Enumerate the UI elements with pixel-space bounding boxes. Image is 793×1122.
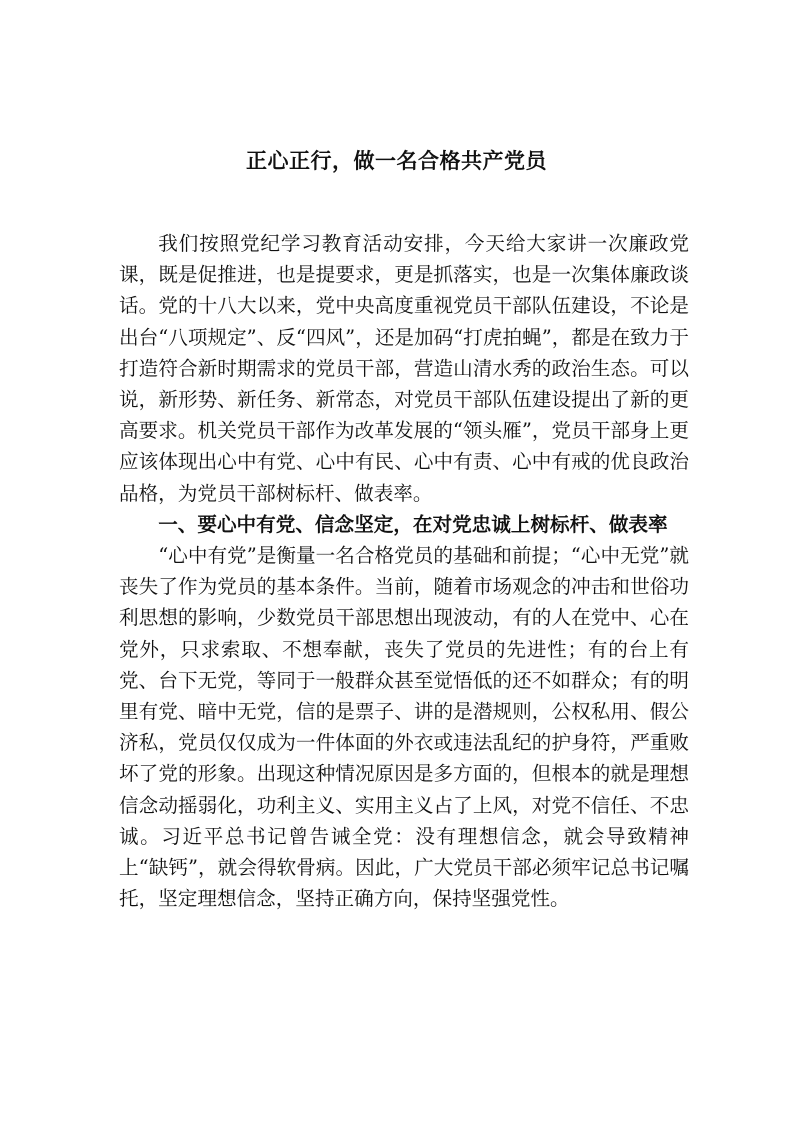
section-heading: 一、要心中有党、信念坚定，在对党忠诚上树标杆、做表率 — [158, 512, 668, 536]
document-title: 正心正行，做一名合格共产党员 — [246, 148, 547, 173]
document-body — [119, 228, 689, 914]
intro-paragraph: 我们按照党纪学习教育活动安排，今天给大家讲一次廉政党课，既是促推进，也是提要求，更是抓落实，也是一次集体廉政谈话。党的十八大以来，党中央高度重视党员干部队伍建设，不论是出台“八项规定”、反“四风”，还是加码“打虎拍蝇”，都是在致力于打造符合新时期需求的党员干部，营造山清水秀的政治生态。可以说，新形势、新任务、新常态，对党员干部队伍建设提出了新的更高要求。机关党员干部作为改革发展的“领头雁”，党员干部身上更应该体现出心中有党、心中有民、心中有责、心中有戒的优良政治品格，为党员干部树标杆、做表率。 — [119, 232, 689, 505]
section-paragraph: “心中有党”是衡量一名合格党员的基础和前提；“心中无党”就丧失了作为党员的基本条件。当前，随着市场观念的冲击和世俗功利思想的影响，少数党员干部思想出现波动，有的人在党中、心在党外，只求索取、不想奉献，丧失了党员的先进性；有的台上有党、台下无党，等同于一般群众甚至觉悟低的还不如群众；有的明里有党、暗中无党，信的是票子、讲的是潜规则，公权私用、假公济私，党员仅仅成为一件体面的外衣或违法乱纪的护身符，严重败坏了党的形象。出现这种情况原因是多方面的，但根本的就是理想信念动摇弱化，功利主义、实用主义占了上风，对党不信任、不忠诚。习近平总书记曾告诫全党：没有理想信念，就会导致精神上“缺钙”，就会得软骨病。因此，广大党员干部必须牢记总书记嘱托，坚定理想信念，坚持正确方向，保持坚强党性。 — [119, 544, 689, 911]
